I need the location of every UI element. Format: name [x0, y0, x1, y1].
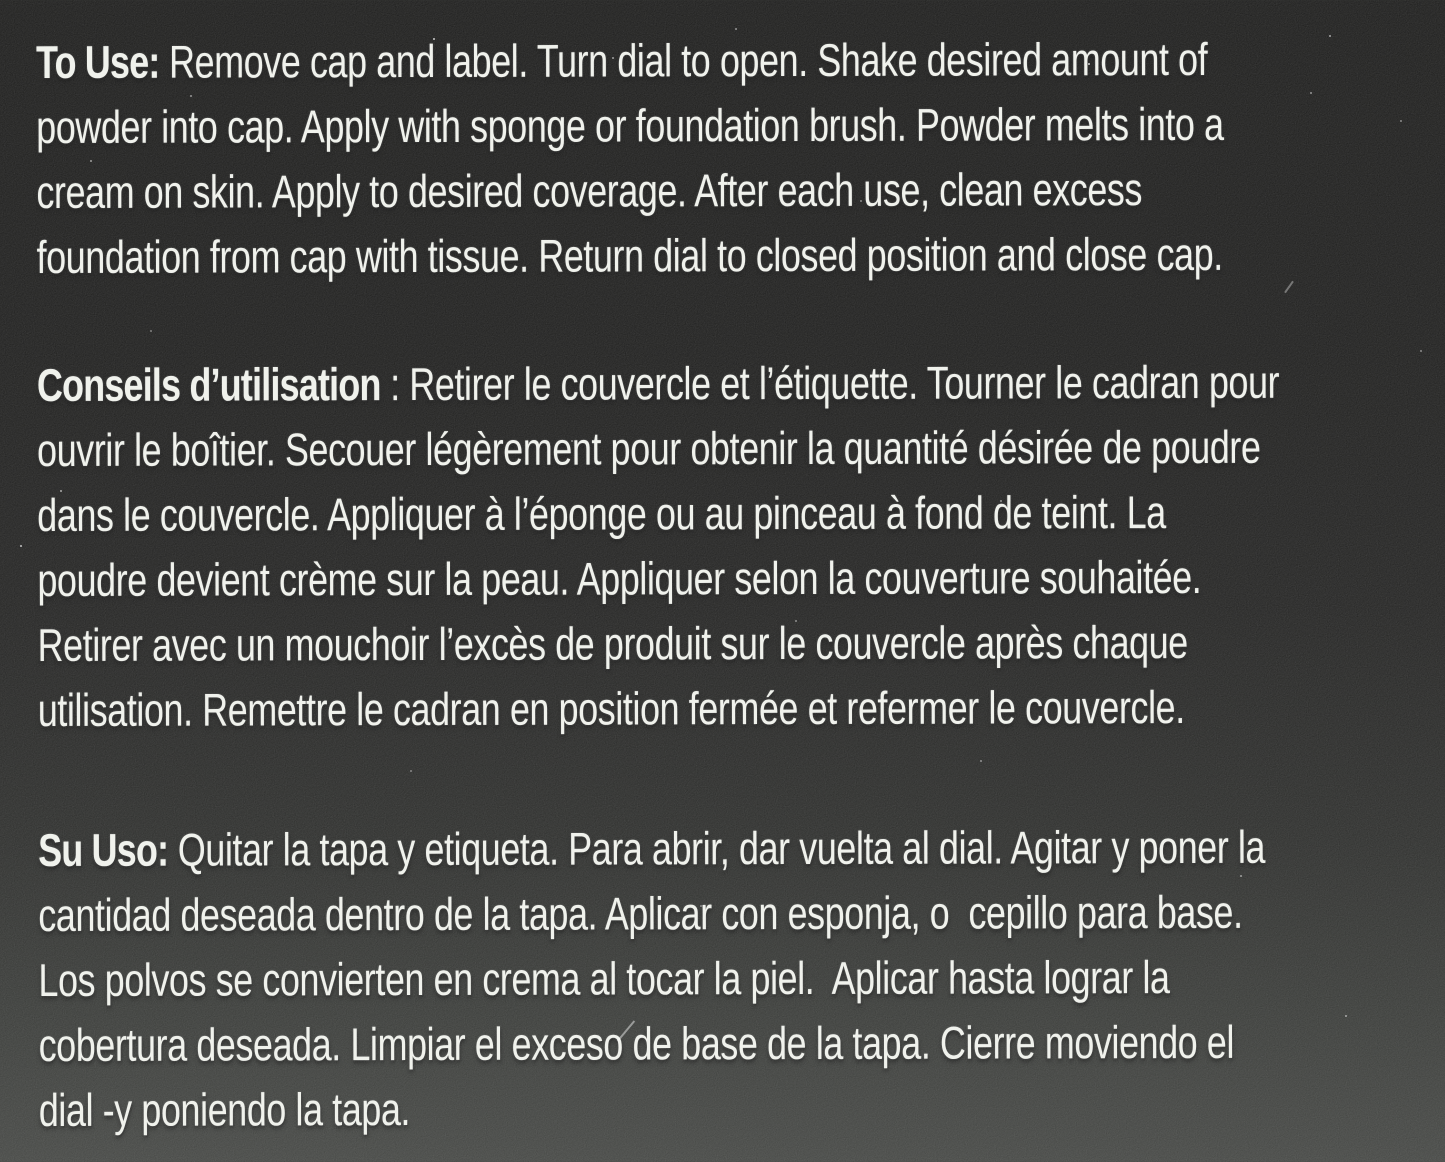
french-line-4: poudre devient crème sur la peau. Appliquer selon la couverture souhaitée.	[37, 550, 1202, 606]
instructions-french	[37, 350, 1280, 743]
french-heading: Conseils d’utilisation	[36, 358, 381, 411]
dust-specks	[0, 0, 2, 2]
spanish-line-2: cantidad deseada dentro de la tapa. Aplicar con esponja, o cepillo para base.	[38, 885, 1243, 941]
text-line	[37, 350, 1279, 418]
spanish-heading: Su Uso:	[38, 823, 169, 876]
french-line-3: dans le couvercle. Appliquer à l’éponge ou au pinceau à fond de teint. La	[37, 486, 1166, 541]
french-line-2: ouvrir le boîtier. Secouer légèrement pour obtenir la quantité désirée de poudre	[37, 420, 1261, 476]
french-line-5: Retirer avec un mouchoir l’excès de produit sur le couvercle après chaque	[37, 615, 1188, 671]
spanish-line-4: cobertura deseada. Limpiar el exceso de base de la tapa. Cierre moviendo el	[38, 1015, 1235, 1071]
spanish-line-3: Los polvos se convierten en crema al tocar la piel. Aplicar hasta lograr la	[38, 951, 1170, 1006]
instructions-text-block	[36, 26, 1445, 1143]
english-line-1: Remove cap and label. Turn dial to open. Shake desired amount of	[159, 32, 1208, 88]
text-line	[38, 815, 1280, 883]
english-line-2: powder into cap. Apply with sponge or foundation brush. Powder melts into a	[36, 97, 1224, 153]
french-line-1: : Retirer le couvercle et l’étiquette. Tourner le cadran pour	[380, 355, 1280, 411]
english-line-4: foundation from cap with tissue. Return dial to closed position and close cap.	[36, 227, 1223, 283]
english-heading: To Use:	[36, 35, 160, 88]
english-line-3: cream on skin. Apply to desired coverage. After each use, clean excess	[36, 163, 1143, 218]
instructions-spanish	[38, 815, 1281, 1143]
spanish-line-5: dial -y poniendo la tapa.	[38, 1083, 411, 1136]
instructions-english	[36, 27, 1279, 290]
french-line-6: utilisation. Remettre le cadran en position fermée et refermer le couvercle.	[37, 680, 1185, 736]
spanish-line-1: Quitar la tapa y etiqueta. Para abrir, dar vuelta al dial. Agitar y poner la	[168, 820, 1266, 876]
text-line	[36, 27, 1278, 95]
